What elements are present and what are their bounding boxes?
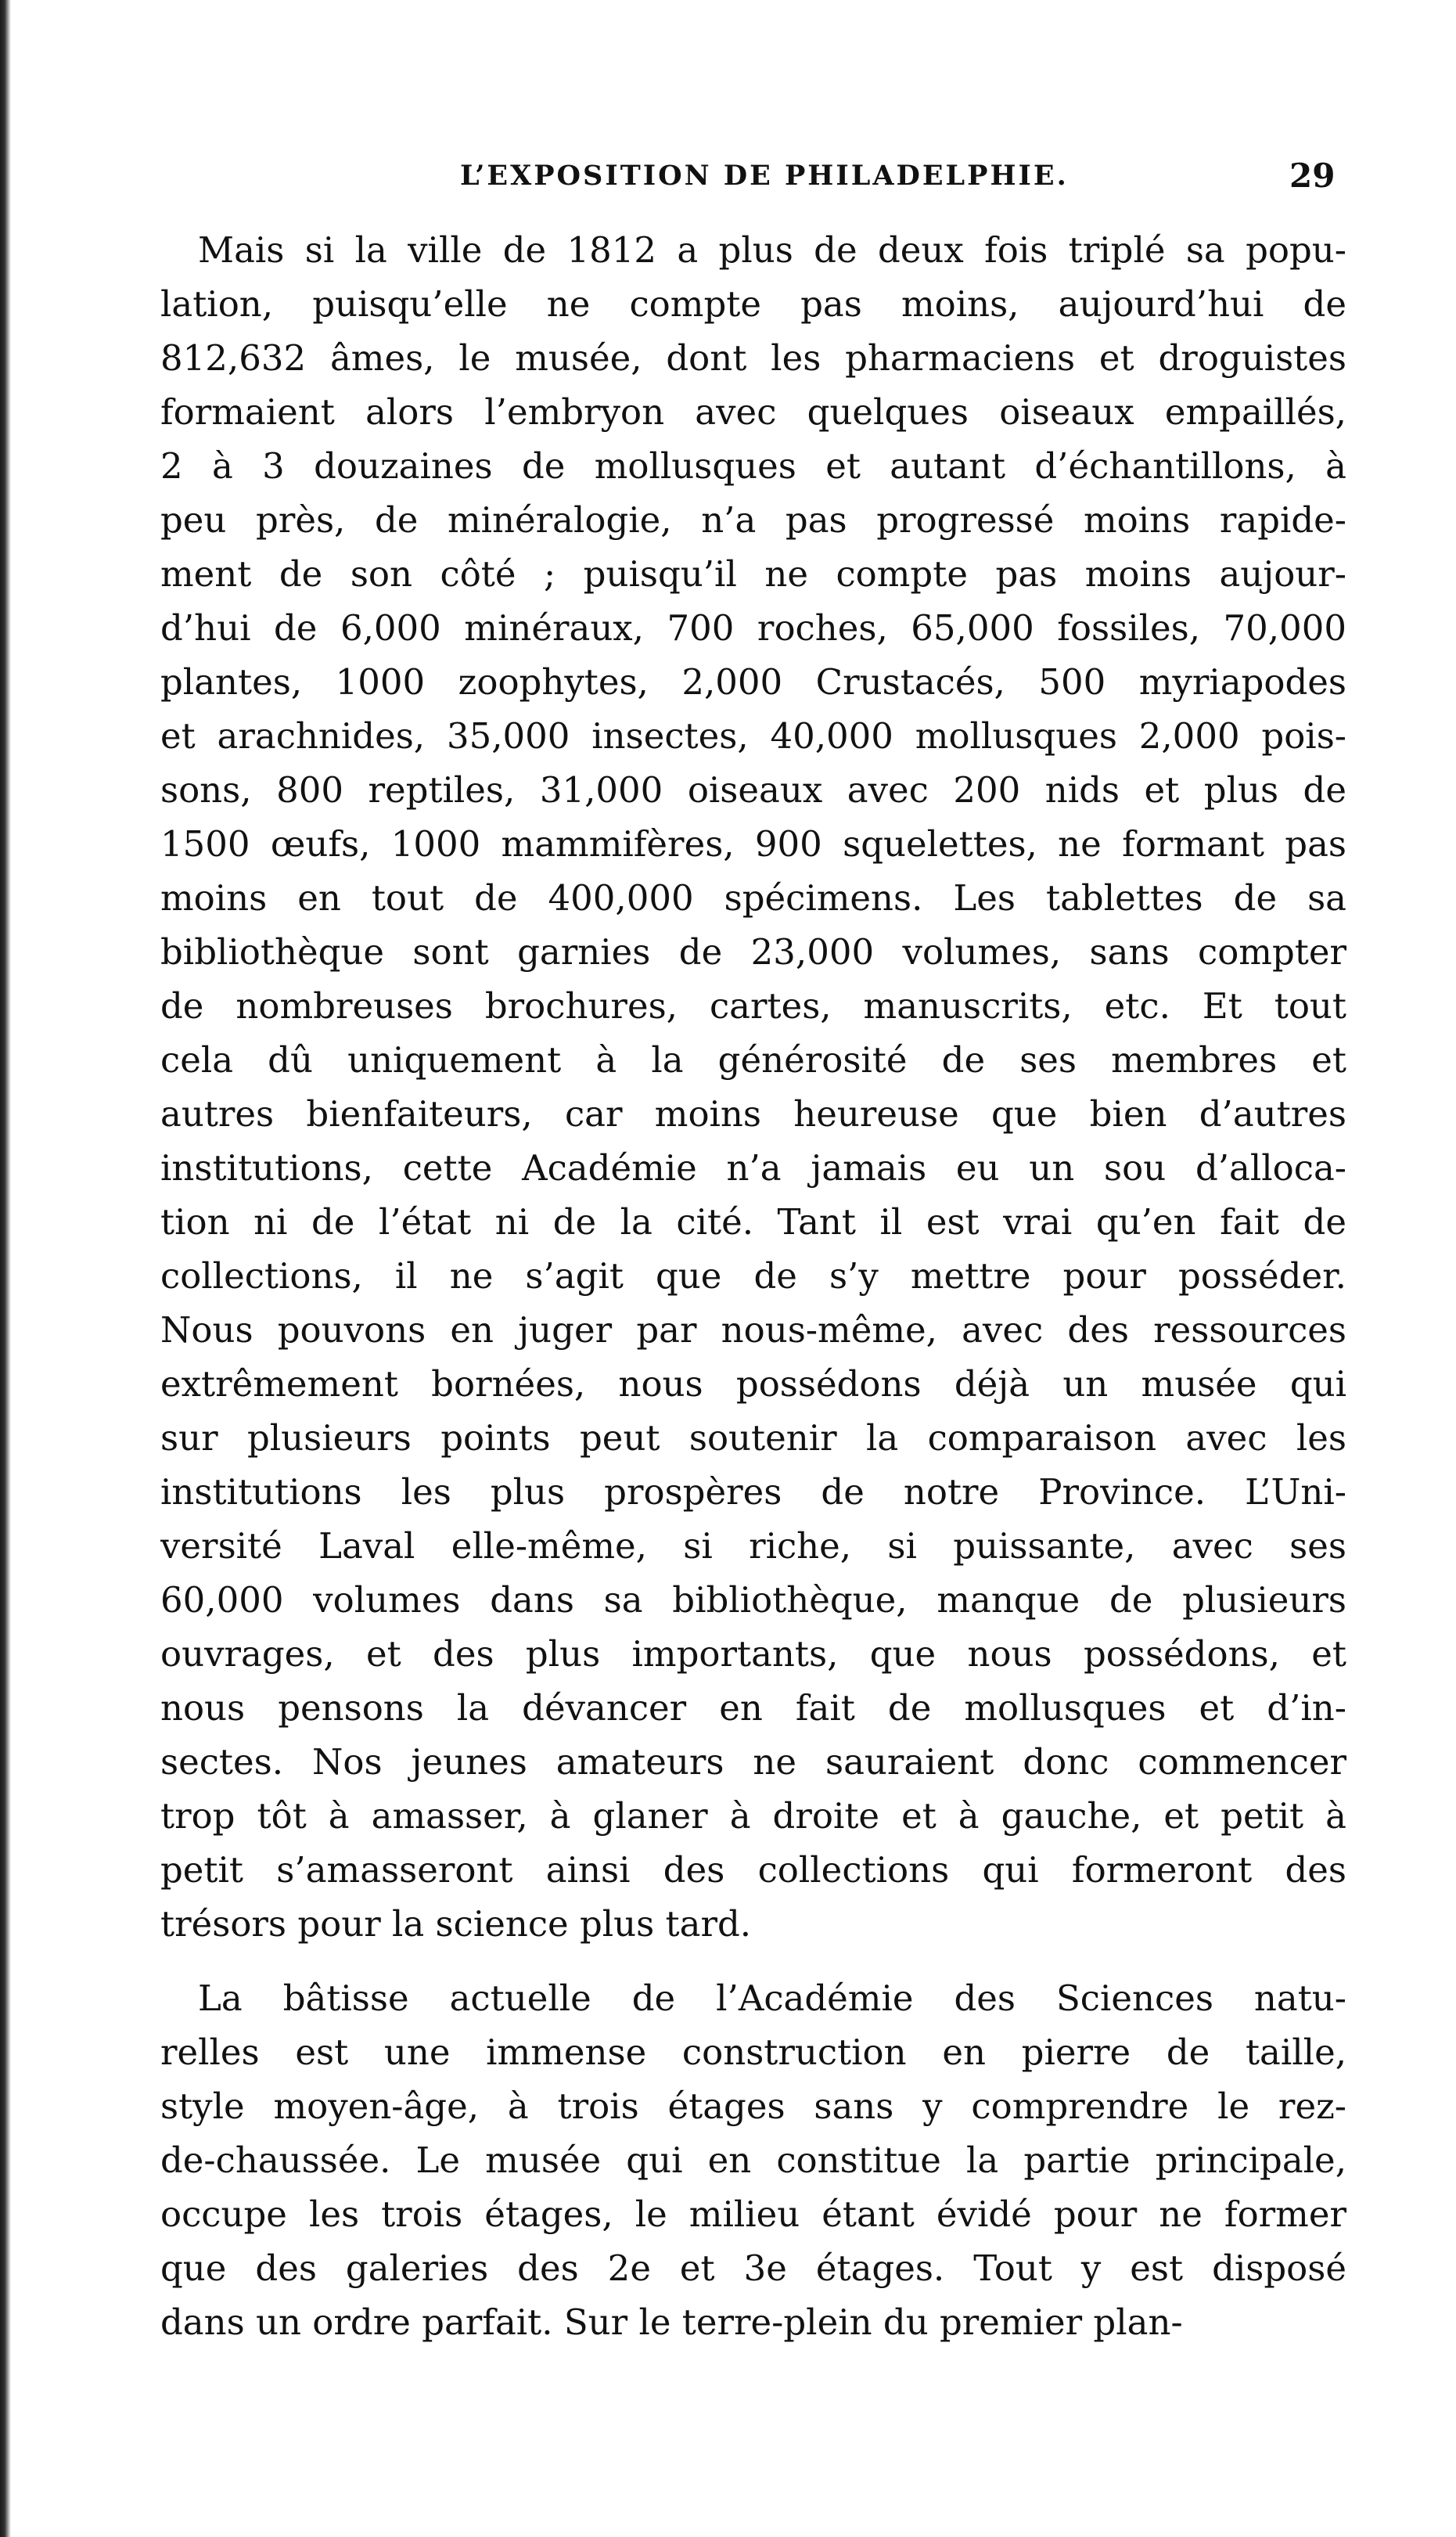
text-line: Mais si la ville de 1812 a plus de deux fois triplé sa popu-: [198, 229, 1346, 271]
text-line: ouvrages, et des plus importants, que nous possédons, et: [160, 1633, 1346, 1675]
text-line: 2 à 3 douzaines de mollusques et autant d’échantillons, à: [160, 445, 1346, 487]
text-line: d’hui de 6,000 minéraux, 700 roches, 65,000 fossiles, 70,000: [160, 607, 1346, 649]
text-line: 812,632 âmes, le musée, dont les pharmaciens et droguistes: [160, 337, 1346, 379]
text-line: occupe les trois étages, le milieu étant évidé pour ne former: [160, 2193, 1346, 2235]
text-line: dans un ordre parfait. Sur le terre-plein du premier plan-: [160, 2301, 1183, 2343]
text-line: autres bienfaiteurs, car moins heureuse que bien d’autres: [160, 1093, 1346, 1135]
body-text: [160, 223, 1346, 2349]
text-line: La bâtisse actuelle de l’Académie des Sciences natu-: [198, 1977, 1346, 2019]
text-line: extrêmement bornées, nous possédons déjà un musée qui: [160, 1363, 1346, 1405]
scan-edge-shadow: [0, 0, 11, 2537]
text-line: style moyen-âge, à trois étages sans y comprendre le rez-: [160, 2085, 1346, 2127]
paragraph-gap: [160, 1951, 1346, 1971]
text-line: Nous pouvons en juger par nous-même, avec des ressources: [160, 1309, 1346, 1351]
text-line: bibliothèque sont garnies de 23,000 volumes, sans compter: [160, 931, 1346, 973]
text-line: et arachnides, 35,000 insectes, 40,000 mollusques 2,000 pois-: [160, 715, 1346, 757]
text-line: moins en tout de 400,000 spécimens. Les tablettes de sa: [160, 877, 1346, 919]
text-line: 1500 œufs, 1000 mammifères, 900 squelettes, ne formant pas: [160, 823, 1346, 865]
text-line: sons, 800 reptiles, 31,000 oiseaux avec 200 nids et plus de: [160, 769, 1346, 811]
text-line: collections, il ne s’agit que de s’y mettre pour posséder.: [160, 1255, 1346, 1297]
text-line: institutions les plus prospères de notre Province. L’Uni-: [160, 1471, 1346, 1513]
text-line: cela dû uniquement à la générosité de ses membres et: [160, 1039, 1346, 1081]
page-number: 29: [1289, 157, 1336, 195]
text-line: de nombreuses brochures, cartes, manuscrits, etc. Et tout: [160, 985, 1346, 1027]
text-line: formaient alors l’embryon avec quelques oiseaux empaillés,: [160, 391, 1346, 433]
text-line: sur plusieurs points peut soutenir la comparaison avec les: [160, 1417, 1346, 1459]
text-line: institutions, cette Académie n’a jamais eu un sou d’alloca-: [160, 1147, 1346, 1189]
text-line: trop tôt à amasser, à glaner à droite et à gauche, et petit à: [160, 1795, 1346, 1837]
paragraph: [160, 1971, 1346, 2349]
text-line: nous pensons la dévancer en fait de mollusques et d’in-: [160, 1687, 1346, 1729]
running-head: [0, 153, 1456, 200]
text-line: ment de son côté ; puisqu’il ne compte pas moins aujour-: [160, 553, 1346, 595]
text-line: lation, puisqu’elle ne compte pas moins, aujourd’hui de: [160, 283, 1346, 325]
text-line: de-chaussée. Le musée qui en constitue la partie principale,: [160, 2139, 1346, 2181]
text-line: peu près, de minéralogie, n’a pas progressé moins rapide-: [160, 499, 1346, 541]
paragraph: [160, 223, 1346, 1951]
text-line: petit s’amasseront ainsi des collections qui formeront des: [160, 1849, 1346, 1891]
text-line: versité Laval elle-même, si riche, si puissante, avec ses: [160, 1525, 1346, 1567]
text-line: sectes. Nos jeunes amateurs ne sauraient donc commencer: [160, 1741, 1346, 1783]
text-line: tion ni de l’état ni de la cité. Tant il est vrai qu’en fait de: [160, 1201, 1346, 1243]
text-line: que des galeries des 2e et 3e étages. Tout y est disposé: [160, 2247, 1346, 2289]
text-line: relles est une immense construction en pierre de taille,: [160, 2031, 1346, 2073]
text-line: 60,000 volumes dans sa bibliothèque, manque de plusieurs: [160, 1579, 1346, 1621]
text-line: trésors pour la science plus tard.: [160, 1903, 752, 1945]
text-line: plantes, 1000 zoophytes, 2,000 Crustacés, 500 myriapodes: [160, 661, 1346, 703]
running-title: L’EXPOSITION DE PHILADELPHIE.: [460, 160, 1069, 192]
